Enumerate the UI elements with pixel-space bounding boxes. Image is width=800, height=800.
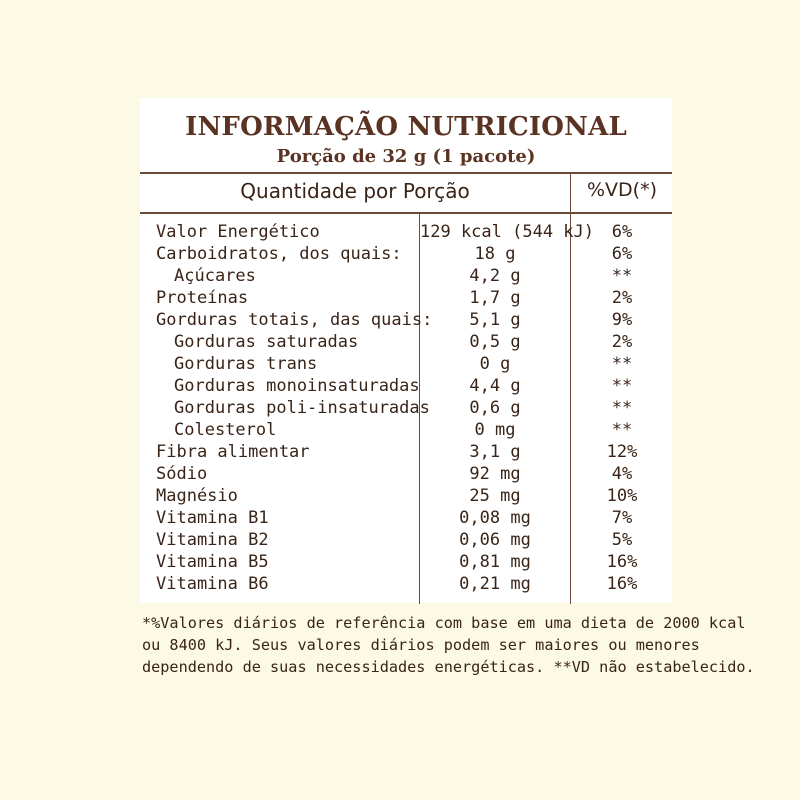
nutrient-row (0, 310, 800, 332)
nutrient-quantity: 4,4 g (469, 376, 521, 396)
nutrient-name: Gorduras totais, das quais: (156, 310, 433, 330)
nutrient-name: Vitamina B2 (156, 530, 269, 550)
nutrient-row (0, 354, 800, 376)
nutrient-daily-value: 2% (611, 288, 633, 308)
nutrient-row (0, 376, 800, 398)
nutrient-quantity: 1,7 g (469, 288, 521, 308)
nutrient-row (0, 288, 800, 310)
nutrient-row (0, 486, 800, 508)
nutrient-row (0, 442, 800, 464)
nutrient-quantity: 0,6 g (469, 398, 521, 418)
nutrient-row (0, 420, 800, 442)
header-bottom-rule (140, 212, 672, 214)
vd-column-header: %VD(*) (586, 179, 657, 201)
nutrient-quantity: 25 mg (469, 486, 521, 506)
nutrient-quantity: 0,21 mg (459, 574, 531, 594)
nutrient-quantity: 18 g (474, 244, 516, 264)
nutrient-row (0, 332, 800, 354)
nutrient-row (0, 266, 800, 288)
nutrient-daily-value: 5% (611, 530, 633, 550)
nutrient-daily-value: 9% (611, 310, 633, 330)
nutrient-name: Vitamina B5 (156, 552, 269, 572)
nutrient-name: Magnésio (156, 486, 238, 506)
label-title: INFORMAÇÃO NUTRICIONAL (185, 112, 627, 142)
nutrient-name: Proteínas (156, 288, 249, 308)
nutrient-quantity: 0,5 g (469, 332, 521, 352)
nutrient-row (0, 508, 800, 530)
nutrient-name: Vitamina B1 (156, 508, 269, 528)
nutrient-daily-value: ** (611, 354, 633, 374)
nutrient-daily-value: 7% (611, 508, 633, 528)
nutrient-daily-value: ** (611, 266, 633, 286)
nutrient-daily-value: ** (611, 376, 633, 396)
nutrient-row (0, 398, 800, 420)
nutrient-name: Gorduras monoinsaturadas (174, 376, 420, 396)
nutrient-quantity: 0,81 mg (459, 552, 531, 572)
nutrient-quantity: 5,1 g (469, 310, 521, 330)
nutrient-name: Gorduras trans (174, 354, 318, 374)
nutrient-name: Colesterol (174, 420, 277, 440)
nutrient-daily-value: 16% (606, 574, 638, 594)
nutrient-row (0, 464, 800, 486)
serving-size: Porção de 32 g (1 pacote) (276, 146, 536, 167)
nutrient-row (0, 574, 800, 596)
nutrient-quantity: 0 g (479, 354, 511, 374)
nutrient-row (0, 552, 800, 574)
nutrient-quantity: 3,1 g (469, 442, 521, 462)
nutrient-name: Gorduras saturadas (174, 332, 359, 352)
nutrient-name: Gorduras poli-insaturadas (174, 398, 430, 418)
nutrient-name: Fibra alimentar (156, 442, 310, 462)
nutrient-daily-value: ** (611, 398, 633, 418)
nutrient-name: Açúcares (174, 266, 256, 286)
footnote (142, 612, 755, 678)
nutrient-daily-value: 12% (606, 442, 638, 462)
header-divider (570, 173, 571, 213)
nutrient-name: Sódio (156, 464, 208, 484)
header-top-rule (140, 172, 672, 174)
nutrient-daily-value: 2% (611, 332, 633, 352)
nutrient-quantity: 0,06 mg (459, 530, 531, 550)
nutrient-daily-value: 16% (606, 552, 638, 572)
footnote-line: dependendo de suas necessidades energéticas. **VD não estabelecido. (142, 658, 755, 676)
nutrient-quantity: 0,08 mg (459, 508, 531, 528)
nutrient-row (0, 222, 800, 244)
nutrient-name: Valor Energético (156, 222, 320, 242)
nutrient-name: Vitamina B6 (156, 574, 269, 594)
nutrient-daily-value: 10% (606, 486, 638, 506)
nutrient-row (0, 530, 800, 552)
nutrient-quantity: 4,2 g (469, 266, 521, 286)
nutrient-name: Carboidratos, dos quais: (156, 244, 402, 264)
nutrient-daily-value: ** (611, 420, 633, 440)
nutrient-quantity: 0 mg (474, 420, 516, 440)
nutrient-daily-value: 6% (611, 244, 633, 264)
footnote-line: ou 8400 kJ. Seus valores diários podem ser maiores ou menores (142, 636, 700, 654)
nutrient-quantity: 92 mg (469, 464, 521, 484)
nutrient-daily-value: 6% (611, 222, 633, 242)
nutrient-row (0, 244, 800, 266)
nutrient-quantity: 129 kcal (544 kJ) (420, 222, 594, 242)
quantity-column-header: Quantidade por Porção (240, 179, 470, 203)
footnote-line: *%Valores diários de referência com base em uma dieta de 2000 kcal (142, 614, 746, 632)
nutrient-daily-value: 4% (611, 464, 633, 484)
